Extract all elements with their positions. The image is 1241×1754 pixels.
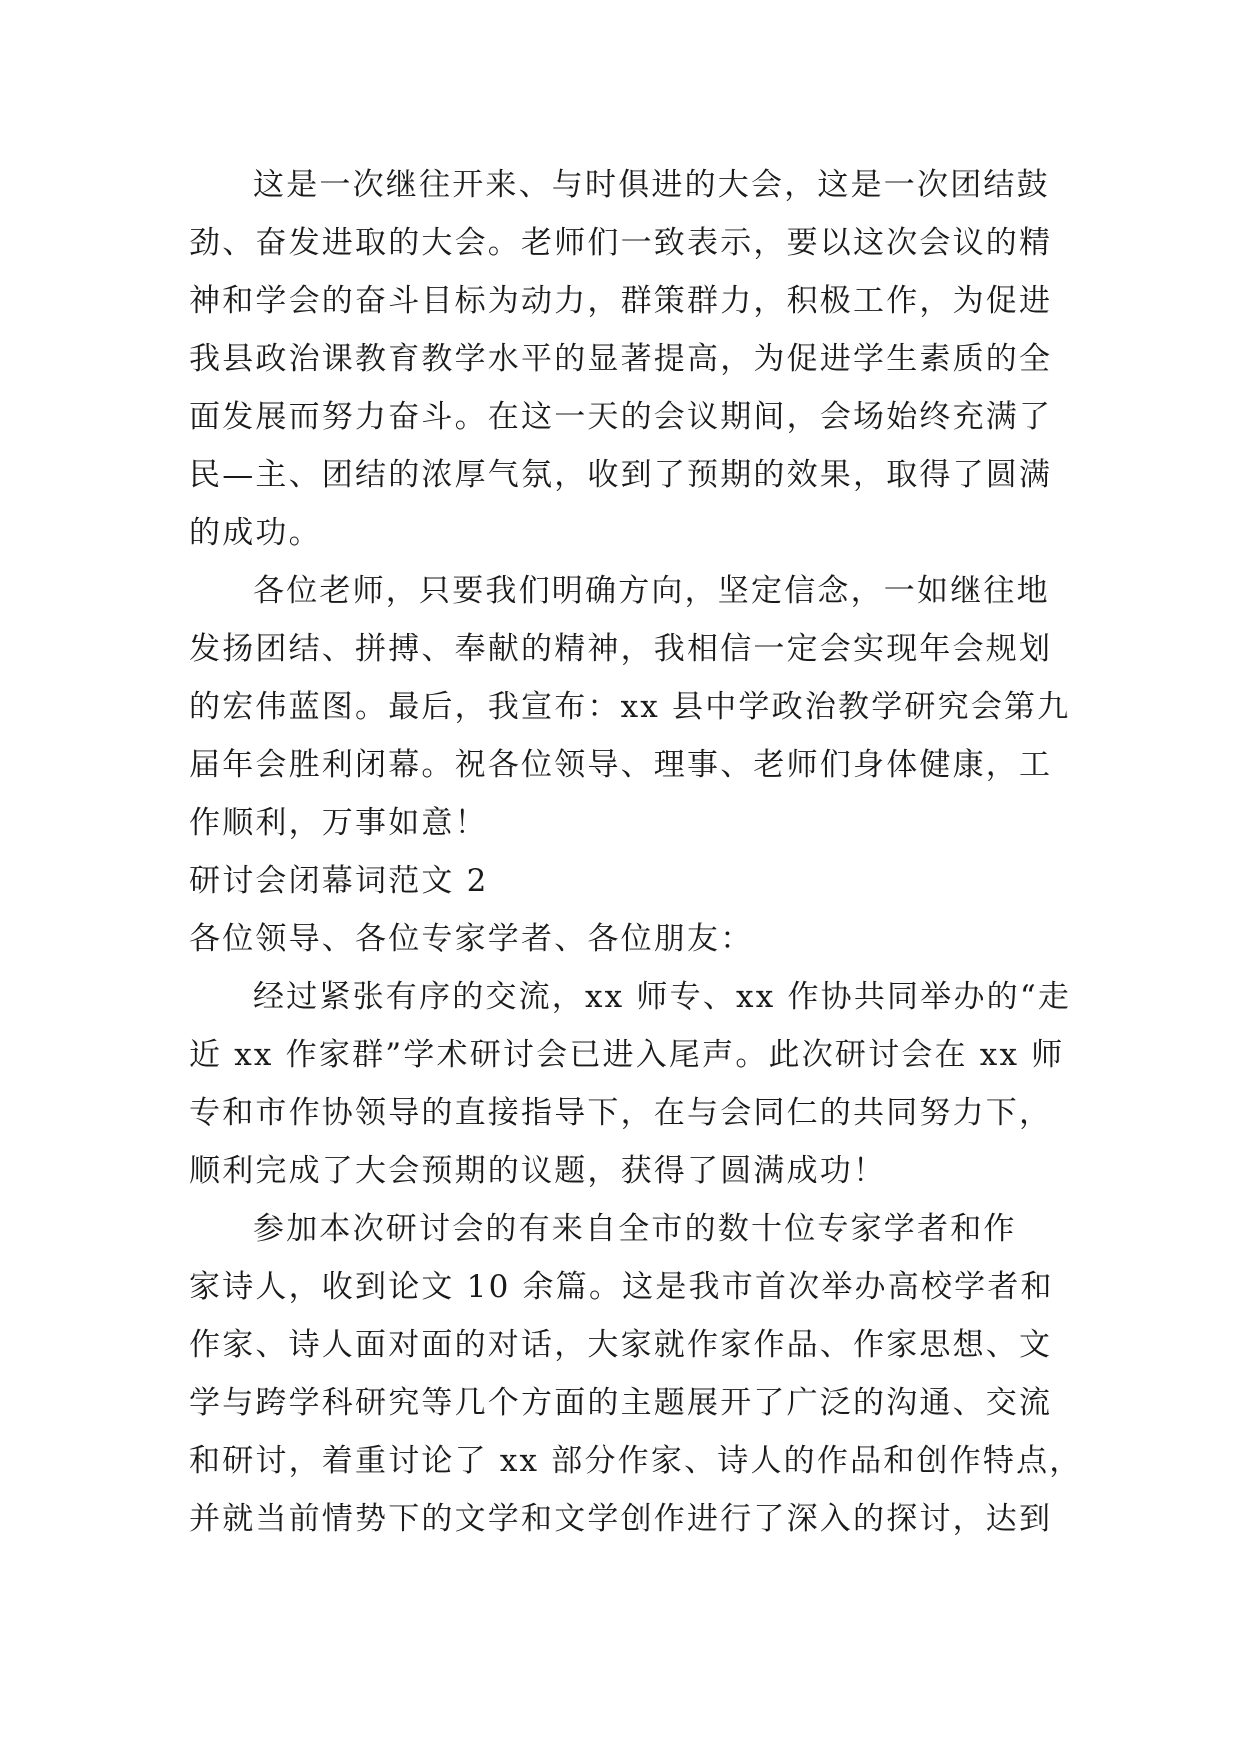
paragraph-line: 劲、奋发进取的大会。老师们一致表示，要以这次会议的精 bbox=[189, 225, 1053, 261]
paragraph-line: 参加本次研讨会的有来自全市的数十位专家学者和作 bbox=[253, 1211, 1017, 1247]
salutation: 各位领导、各位专家学者、各位朋友： bbox=[189, 921, 754, 957]
paragraph-line: 我县政治课教育教学水平的显著提高，为促进学生素质的全 bbox=[189, 341, 1053, 377]
paragraph-line: 经过紧张有序的交流，xx 师专、xx 作协共同举办的“走 bbox=[253, 979, 1072, 1015]
paragraph-line: 的成功。 bbox=[189, 515, 322, 551]
paragraph-line: 面发展而努力奋斗。在这一天的会议期间，会场始终充满了 bbox=[189, 399, 1053, 435]
paragraph-line: 顺利完成了大会预期的议题，获得了圆满成功！ bbox=[189, 1153, 887, 1189]
paragraph-line: 作家、诗人面对面的对话，大家就作家作品、作家思想、文 bbox=[189, 1327, 1053, 1363]
paragraph-line: 并就当前情势下的文学和文学创作进行了深入的探讨，达到 bbox=[189, 1501, 1053, 1537]
paragraph-line: 各位老师，只要我们明确方向，坚定信念，一如继往地 bbox=[253, 573, 1050, 609]
paragraph-line: 届年会胜利闭幕。祝各位领导、理事、老师们身体健康，工 bbox=[189, 747, 1053, 783]
paragraph-line: 这是一次继往开来、与时俱进的大会，这是一次团结鼓 bbox=[253, 167, 1050, 203]
paragraph-line: 学与跨学科研究等几个方面的主题展开了广泛的沟通、交流 bbox=[189, 1385, 1053, 1421]
paragraph-line: 专和市作协领导的直接指导下，在与会同仁的共同努力下， bbox=[189, 1095, 1053, 1131]
paragraph-line: 民—主、团结的浓厚气氛，收到了预期的效果，取得了圆满 bbox=[189, 457, 1053, 493]
section-heading: 研讨会闭幕词范文 2 bbox=[189, 863, 489, 899]
paragraph-line: 和研讨，着重讨论了 xx 部分作家、诗人的作品和创作特点， bbox=[189, 1443, 1083, 1479]
paragraph-line: 神和学会的奋斗目标为动力，群策群力，积极工作，为促进 bbox=[189, 283, 1053, 319]
paragraph-line: 的宏伟蓝图。最后，我宣布：xx 县中学政治教学研究会第九 bbox=[189, 689, 1071, 725]
paragraph-line: 作顺利，万事如意！ bbox=[189, 805, 488, 841]
paragraph-line: 发扬团结、拼搏、奉献的精神，我相信一定会实现年会规划 bbox=[189, 631, 1053, 667]
paragraph-line: 近 xx 作家群”学术研讨会已进入尾声。此次研讨会在 xx 师 bbox=[189, 1037, 1065, 1073]
paragraph-line: 家诗人，收到论文 10 余篇。这是我市首次举办高校学者和 bbox=[189, 1269, 1054, 1305]
